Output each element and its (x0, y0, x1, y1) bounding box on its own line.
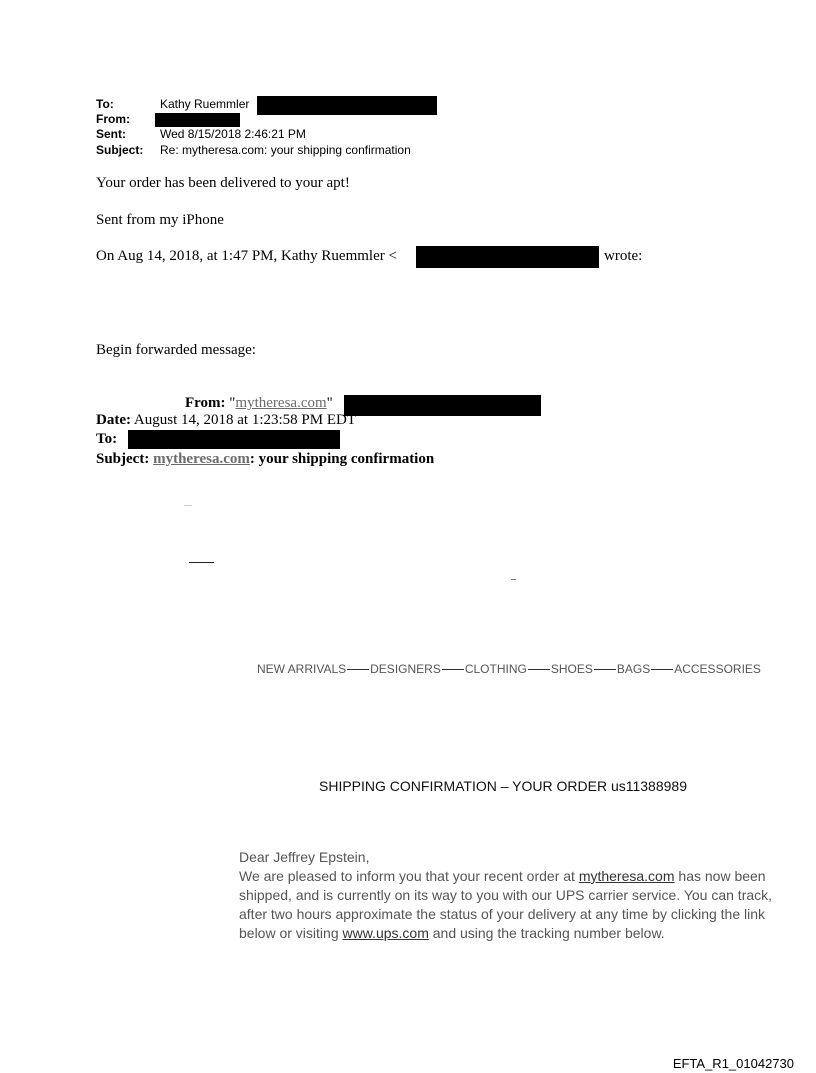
nav-separator (528, 669, 550, 670)
nav-separator (594, 669, 616, 670)
mytheresa-link[interactable]: mytheresa.com (578, 868, 675, 884)
to-label: To: (96, 97, 114, 111)
fwd-subject-rest: : your shipping confirmation (249, 451, 435, 467)
nav-clothing[interactable]: CLOTHING (464, 662, 527, 676)
redaction-box (257, 96, 437, 115)
forward-intro: Begin forwarded message: (96, 342, 256, 358)
nav-new-arrivals[interactable]: NEW ARRIVALS (257, 662, 347, 676)
fwd-from-link[interactable]: mytheresa.com (235, 395, 327, 411)
fwd-subject-link[interactable]: mytheresa.com (153, 451, 250, 467)
fwd-to-line (96, 431, 117, 448)
reply-text: Your order has been delivered to your apt! (96, 175, 350, 191)
fwd-quote-close: " (326, 395, 333, 411)
nav-separator (442, 669, 464, 670)
redaction-box (344, 395, 541, 416)
redaction-box (155, 113, 240, 127)
fwd-subject-label: Subject: (96, 451, 150, 467)
fwd-from-label: From: (185, 395, 226, 411)
attribution-prefix: On Aug 14, 2018, at 1:47 PM, Kathy Ruemmler < (96, 248, 397, 264)
letter-text: and using the tracking number below. (428, 925, 665, 941)
nav-accessories[interactable]: ACCESSORIES (674, 662, 761, 676)
redaction-box (128, 430, 340, 449)
stray-mark (511, 579, 516, 580)
shipping-title: SHIPPING CONFIRMATION – YOUR ORDER us11388989 (319, 778, 687, 794)
letter-greeting: Dear Jeffrey Epstein, (239, 849, 370, 865)
nav-designers[interactable]: DESIGNERS (370, 662, 441, 676)
letter-text: We are pleased to inform you that your recent order at (239, 868, 579, 884)
subject-value: Re: mytheresa.com: your shipping confirmation (160, 143, 411, 157)
sent-value: Wed 8/15/2018 2:46:21 PM (160, 127, 306, 141)
fwd-to-label: To: (96, 431, 118, 447)
nav-separator (347, 669, 369, 670)
from-label: From: (96, 112, 130, 126)
subject-label: Subject: (96, 143, 144, 157)
quote-attribution (96, 247, 397, 265)
stray-mark (184, 505, 192, 506)
letter-body (239, 848, 784, 943)
signature-text: Sent from my iPhone (96, 212, 224, 228)
letter-paragraph (239, 867, 784, 943)
ups-link[interactable]: www.ups.com (342, 925, 429, 941)
letter-text: has now been shipped, and is currently on its way to you with our UPS carrier service. You can track, after two hours approximate the status of your delivery at any time by clicking the link below or visiting (239, 868, 773, 941)
nav-bags[interactable]: BAGS (616, 662, 651, 676)
fwd-date-label: Date: (96, 412, 131, 428)
fwd-date-value: August 14, 2018 at 1:23:58 PM EDT (133, 412, 357, 428)
fwd-subject-line (96, 451, 434, 468)
fwd-quote-open: " (229, 395, 236, 411)
fwd-date-line (96, 412, 356, 429)
stray-line (189, 562, 214, 563)
attribution-suffix: wrote: (604, 248, 643, 264)
nav-separator (651, 669, 673, 670)
to-value: Kathy Ruemmler (160, 97, 250, 111)
fwd-from-line (185, 395, 333, 412)
sent-label: Sent: (96, 127, 126, 141)
category-nav (257, 662, 777, 676)
nav-shoes[interactable]: SHOES (550, 662, 593, 676)
document-id: EFTA_R1_01042730 (672, 1056, 794, 1071)
redaction-box (416, 246, 599, 268)
